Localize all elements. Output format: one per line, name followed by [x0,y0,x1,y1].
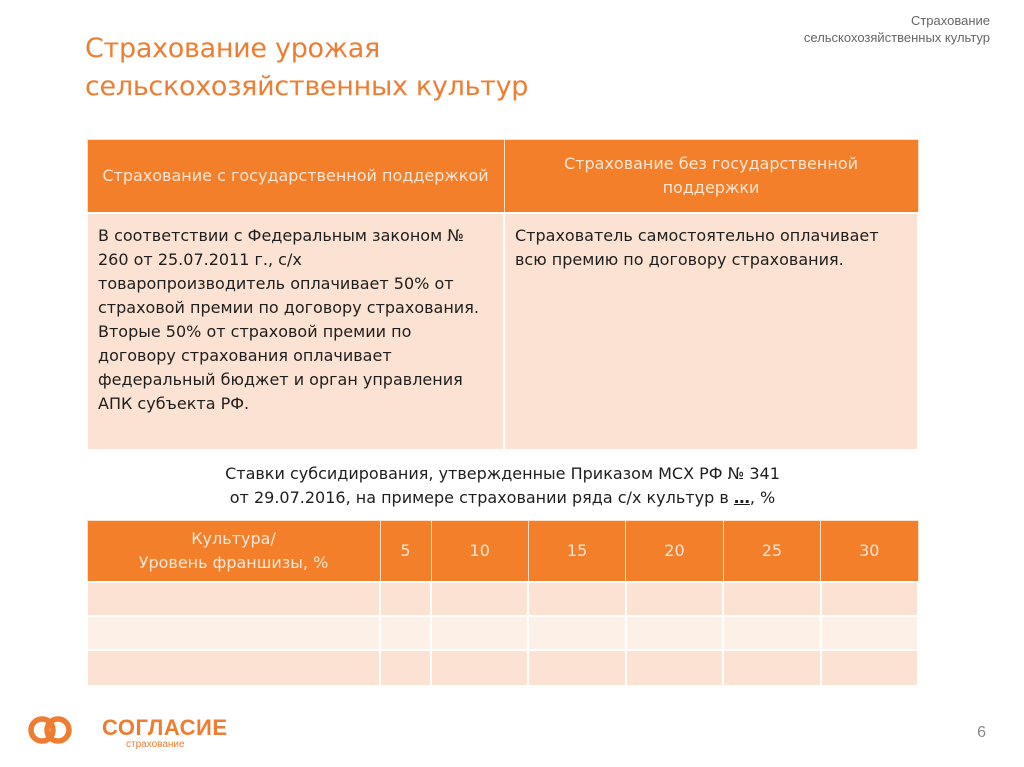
rates-header-crop-line1: Культура/ [191,529,276,548]
page-title [85,30,528,106]
rates-header-row [87,521,918,583]
table-cell [723,582,820,616]
table-cell [380,582,431,616]
table-cell [528,650,625,686]
table-row [87,582,918,616]
table-cell [626,582,723,616]
table-cell [723,616,820,650]
section-label-line2: сельскохозяйственных культур [803,30,990,45]
page-number: 6 [977,724,986,741]
company-logo [28,712,228,752]
table-cell [87,582,380,616]
rates-caption-line2 [86,486,919,510]
rates-header-crop-line2: Уровень франшизы, % [138,553,329,572]
rates-table [86,520,919,687]
table-cell [821,616,918,650]
table-cell [431,616,528,650]
table-row [87,616,918,650]
table-cell [87,616,380,650]
comparison-cell-state-support: В соответствии с Федеральным законом № 260 от 25.07.2011 г., с/х товаропроизводитель оплачивает 50% от страховой премии по договору страхования. Вторые 50% от страховой премии по договору страхования оплачивает федеральный бюджет и орган управления АПК субъекта РФ. [87,213,504,450]
rates-caption-line2-end: , % [749,488,776,507]
page-title-line1: Страхование урожая [85,33,380,64]
table-cell [431,650,528,686]
section-label-line1: Страхование [910,13,990,28]
section-label [804,12,990,46]
rates-header-crop [87,521,380,583]
rates-header-5: 5 [380,521,431,583]
logo-subtext: страхование [126,739,185,750]
comparison-body-row [87,213,918,450]
rates-header-15: 15 [528,521,625,583]
table-cell [87,650,380,686]
rates-caption [86,462,919,510]
comparison-header-no-support: Страхование без государственной поддержки [504,140,918,214]
rates-caption-ellipsis: … [733,488,750,507]
table-cell [380,616,431,650]
comparison-header-row [87,140,918,214]
table-cell [626,616,723,650]
rates-header-20: 20 [626,521,723,583]
table-cell [821,582,918,616]
table-cell [528,616,625,650]
table-cell [821,650,918,686]
table-cell [723,650,820,686]
table-cell [431,582,528,616]
table-cell [380,650,431,686]
comparison-cell-no-support: Страхователь самостоятельно оплачивает всю премию по договору страхования. [504,213,918,450]
rates-caption-line2-start: от 29.07.2016, на примере страховании ряда с/х культур в [229,488,734,507]
comparison-header-state-support: Страхование с государственной поддержкой [87,140,504,214]
table-cell [528,582,625,616]
rates-header-30: 30 [821,521,918,583]
logo-text: СОГЛАСИЕ [102,715,228,740]
page-title-line2: сельскохозяйственных культур [85,71,529,102]
table-cell [626,650,723,686]
rates-header-10: 10 [431,521,528,583]
logo-rings-icon [28,712,72,748]
table-row [87,650,918,686]
rates-caption-line1: Ставки субсидирования, утвержденные Приказом МСХ РФ № 341 [225,464,780,483]
comparison-table [86,139,919,451]
rates-header-25: 25 [723,521,820,583]
